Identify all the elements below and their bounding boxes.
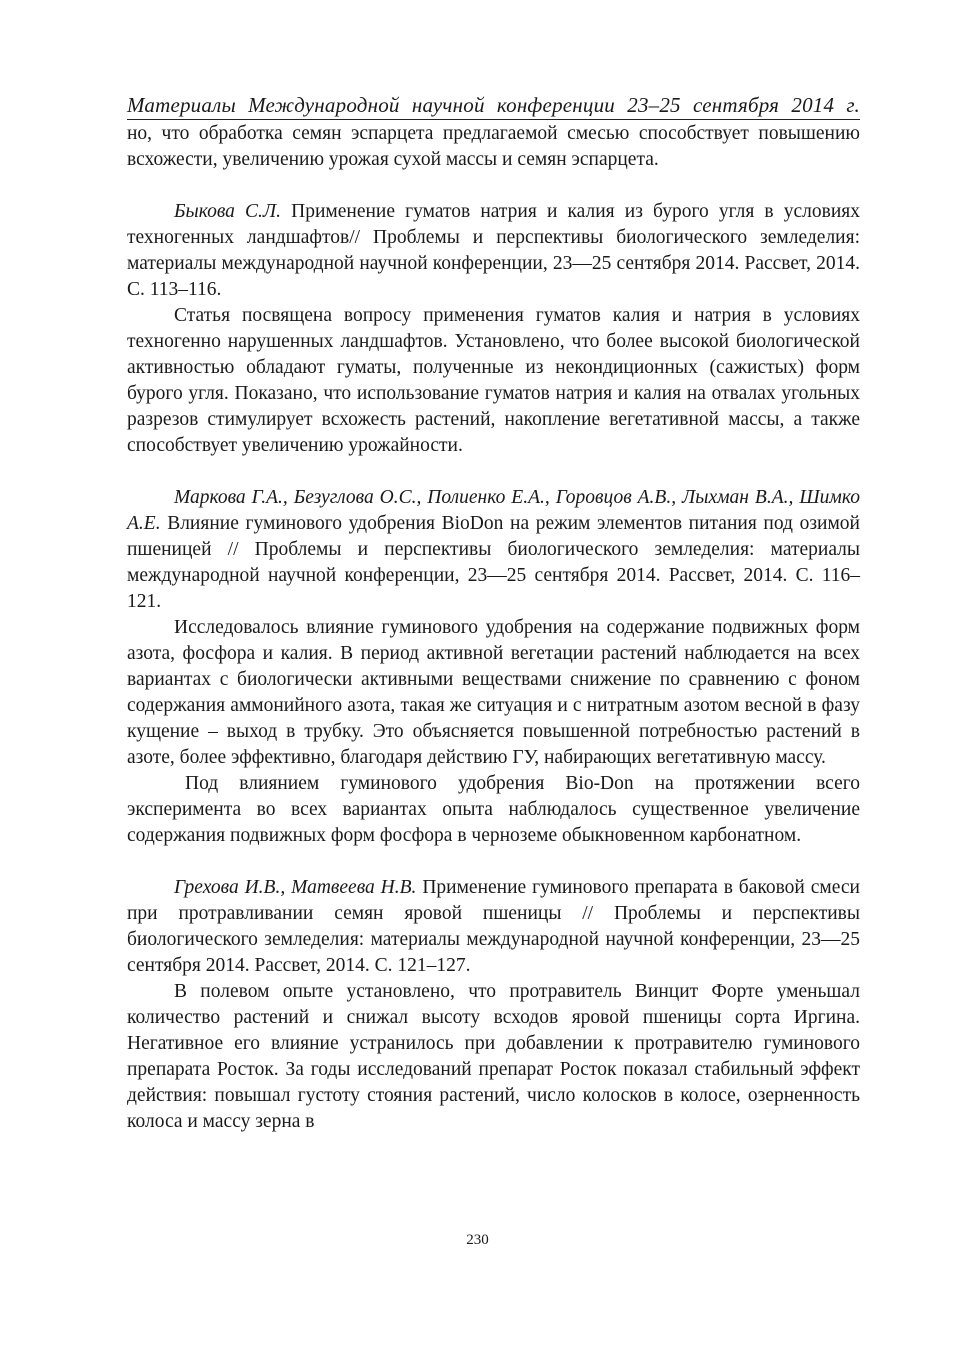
page — [127, 92, 860, 1135]
reference-text: Влияние гуминового удобрения BioDon на режим элементов питания под озимой пшеницей // Проблемы и перспективы биологического земледелия: материалы международной научной конференции, 23—25 сентября 2014. Рассвет, 2014. С. 116–121. — [127, 513, 860, 612]
spacer — [127, 173, 860, 199]
abstract-bykova: Статья посвящена вопросу применения гуматов калия и натрия в условиях техногенно нарушенных ландшафтов. Установлено, что более высокой биологической активностью обладают гуматы, полученные из некондиционных (сажистых) форм бурого угля. Показано, что использование гуматов натрия и калия на отвалах угольных разрезов стимулирует всхожесть растений, накопление вегетативной массы, а также способствует увеличению урожайности. — [127, 305, 860, 456]
reference-authors: Быкова С.Л. — [174, 201, 282, 222]
reference-text: Применение гуминового препарата в баковой смеси при протравливании семян яровой пшеницы // Проблемы и перспективы биологического земледелия: материалы международной научной конференции, 23—25 сентября 2014. Рассвет, 2014. С. 121–127. — [127, 877, 860, 976]
abstract-markova-2: Под влиянием гуминового удобрения Bio-Don на протяжении всего эксперимента во всех вариантах опыта наблюдалось существенное увеличение содержания подвижных форм фосфора в черноземе обыкновенном карбонатном. — [127, 773, 860, 846]
reference-text: Применение гуматов натрия и калия из бурого угля в условиях техногенных ландшафтов// Проблемы и перспективы биологического земледелия: материалы международной научной конференции, 23—25 сентября 2014. Рассвет, 2014. С. 113–116. — [127, 201, 860, 300]
reference-authors: Маркова Г.А., Безуглова О.С., Полиенко Е.А., Горовцов А.В., Лыхман В.А., Шимко А.Е. — [127, 487, 860, 534]
spacer — [127, 459, 860, 485]
reference-markova — [127, 485, 860, 615]
reference-authors: Грехова И.В., Матвеева Н.В. — [174, 877, 417, 898]
abstract-markova-1: Исследовалось влияние гуминового удобрения на содержание подвижных форм азота, фосфора и калия. В период активной вегетации растений наблюдается на всех вариантах с биологически активными веществами снижение по сравнению с фоном содержания аммонийного азота, такая же ситуация и с нитратным азотом весной в фазу кущение – выход в трубку. Это объясняется повышенной потребностью растений в азоте, более эффективно, благодаря действию ГУ, набирающих вегетативную массу. — [127, 617, 860, 768]
page-body — [127, 121, 860, 1135]
page-number: 230 — [466, 1232, 489, 1248]
spacer — [127, 849, 860, 875]
reference-bykova — [127, 199, 860, 303]
abstract-grekhova: В полевом опыте установлено, что протравитель Винцит Форте уменьшал количество растений и снижал высоту всходов яровой пшеницы сорта Иргина. Негативное его влияние устранилось при добавлении к протравителю гуминового препарата Росток. За годы исследований препарат Росток показал стабильный эффект действия: повышал густоту стояния растений, число колосков в колосе, озерненность колоса и массу зерна в — [127, 981, 860, 1132]
paragraph-continuation: но, что обработка семян эспарцета предлагаемой смесью способствует повышению всхожести, увеличению урожая сухой массы и семян эспарцета. — [127, 123, 860, 170]
running-header: Материалы Международной научной конференции 23–25 сентября 2014 г. — [127, 92, 860, 120]
reference-grekhova — [127, 875, 860, 979]
